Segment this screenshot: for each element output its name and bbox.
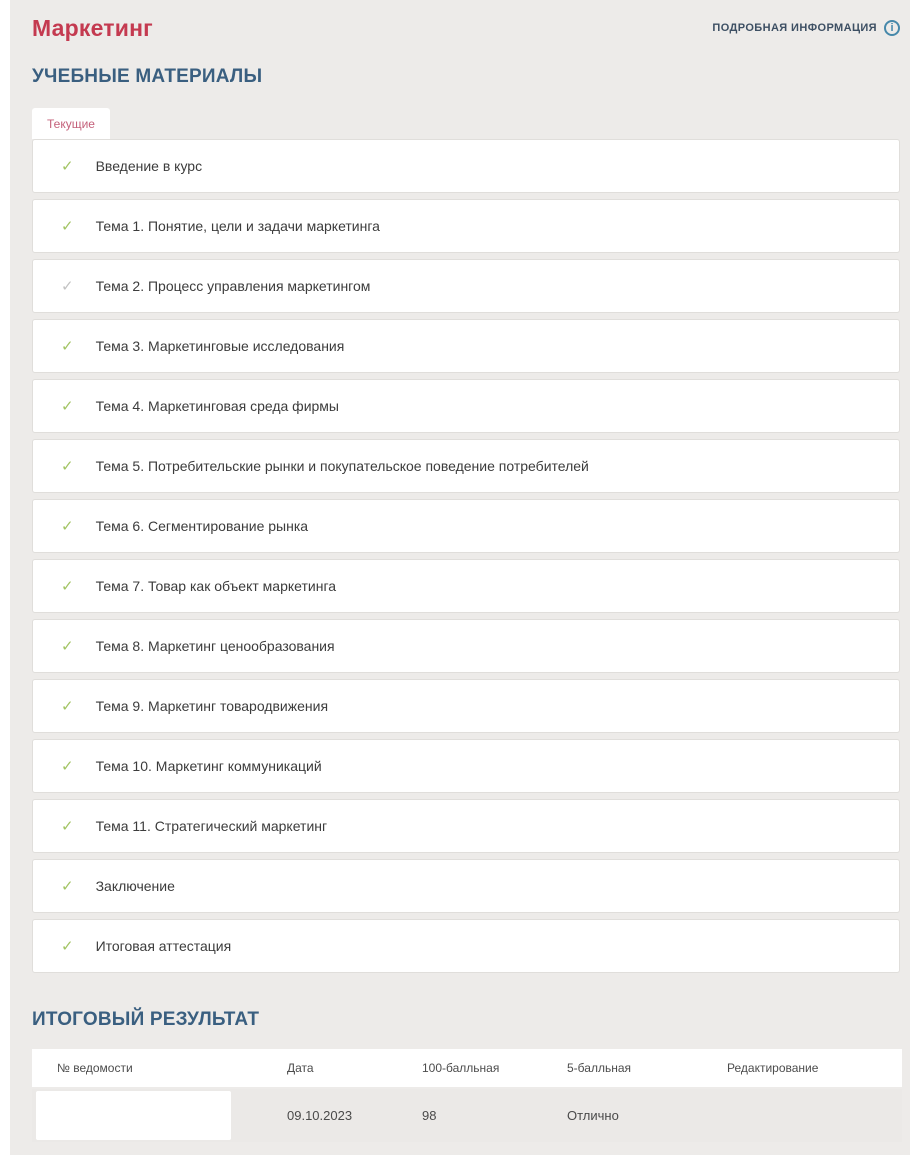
material-item[interactable] xyxy=(32,619,900,673)
material-item[interactable] xyxy=(32,679,900,733)
final-result-heading: ИТОГОВЫЙ РЕЗУЛЬТАТ xyxy=(32,1009,260,1030)
material-item-label: Тема 8. Маркетинг ценообразования xyxy=(95,638,335,654)
checkmark-icon xyxy=(61,577,74,595)
checkmark-icon xyxy=(61,397,74,415)
checkmark-icon xyxy=(61,877,74,895)
material-item-label: Тема 2. Процесс управления маркетингом xyxy=(95,278,371,294)
column-header: № ведомости xyxy=(57,1061,133,1075)
material-item-label: Тема 4. Маркетинговая среда фирмы xyxy=(95,398,339,414)
sheet-number-redacted xyxy=(36,1091,231,1140)
tab-current[interactable]: Текущие xyxy=(32,108,110,139)
column-header: Дата xyxy=(287,1061,314,1075)
materials-section-heading: УЧЕБНЫЕ МАТЕРИАЛЫ xyxy=(32,66,263,87)
checkmark-icon xyxy=(61,697,74,715)
checkmark-icon xyxy=(61,157,74,175)
material-item[interactable] xyxy=(32,439,900,493)
final-result-table xyxy=(32,1049,902,1142)
score-100-cell: 98 xyxy=(422,1108,437,1123)
checkmark-icon xyxy=(61,337,74,355)
material-item-label: Тема 7. Товар как объект маркетинга xyxy=(95,578,337,594)
material-item-label: Тема 10. Маркетинг коммуникаций xyxy=(95,758,322,774)
table-header-row xyxy=(32,1049,902,1087)
checkmark-icon xyxy=(61,457,74,475)
checkmark-icon xyxy=(61,817,74,835)
detailed-info-label: ПОДРОБНАЯ ИНФОРМАЦИЯ xyxy=(712,22,877,34)
checkmark-icon xyxy=(61,757,74,775)
materials-list xyxy=(32,139,900,973)
column-header: 100-балльная xyxy=(422,1061,500,1075)
checkmark-icon xyxy=(61,217,74,235)
score-5-cell: Отлично xyxy=(567,1108,619,1123)
sheet-number-cell xyxy=(32,1091,287,1140)
table-body xyxy=(32,1089,902,1142)
material-item-label: Тема 9. Маркетинг товародвижения xyxy=(95,698,329,714)
checkmark-icon xyxy=(61,937,74,955)
material-item[interactable] xyxy=(32,319,900,373)
date-cell: 09.10.2023 xyxy=(287,1108,353,1123)
material-item[interactable] xyxy=(32,259,900,313)
checkmark-icon xyxy=(61,517,74,535)
material-item-label: Тема 11. Стратегический маркетинг xyxy=(95,818,328,834)
material-item[interactable] xyxy=(32,199,900,253)
material-item[interactable] xyxy=(32,379,900,433)
detailed-info-link[interactable] xyxy=(712,20,900,36)
course-page xyxy=(10,0,910,1155)
material-item-label: Тема 6. Сегментирование рынка xyxy=(95,518,309,534)
material-item-label: Заключение xyxy=(95,878,175,894)
info-icon[interactable] xyxy=(884,20,900,36)
material-item-label: Введение в курс xyxy=(95,158,203,174)
material-item[interactable] xyxy=(32,799,900,853)
table-row xyxy=(32,1089,902,1142)
checkmark-icon xyxy=(61,637,74,655)
page-title: Маркетинг xyxy=(32,14,153,41)
material-item[interactable] xyxy=(32,859,900,913)
material-item[interactable] xyxy=(32,919,900,973)
page-header xyxy=(32,12,910,44)
checkmark-icon xyxy=(61,277,74,295)
column-header: Редактирование xyxy=(727,1061,819,1075)
material-item[interactable] xyxy=(32,139,900,193)
material-item-label: Тема 3. Маркетинговые исследования xyxy=(95,338,345,354)
material-item[interactable] xyxy=(32,559,900,613)
material-item[interactable] xyxy=(32,739,900,793)
material-item[interactable] xyxy=(32,499,900,553)
column-header: 5-балльная xyxy=(567,1061,631,1075)
material-item-label: Тема 1. Понятие, цели и задачи маркетинга xyxy=(95,218,380,234)
material-item-label: Итоговая аттестация xyxy=(95,938,232,954)
material-item-label: Тема 5. Потребительские рынки и покупательское поведение потребителей xyxy=(95,458,589,474)
